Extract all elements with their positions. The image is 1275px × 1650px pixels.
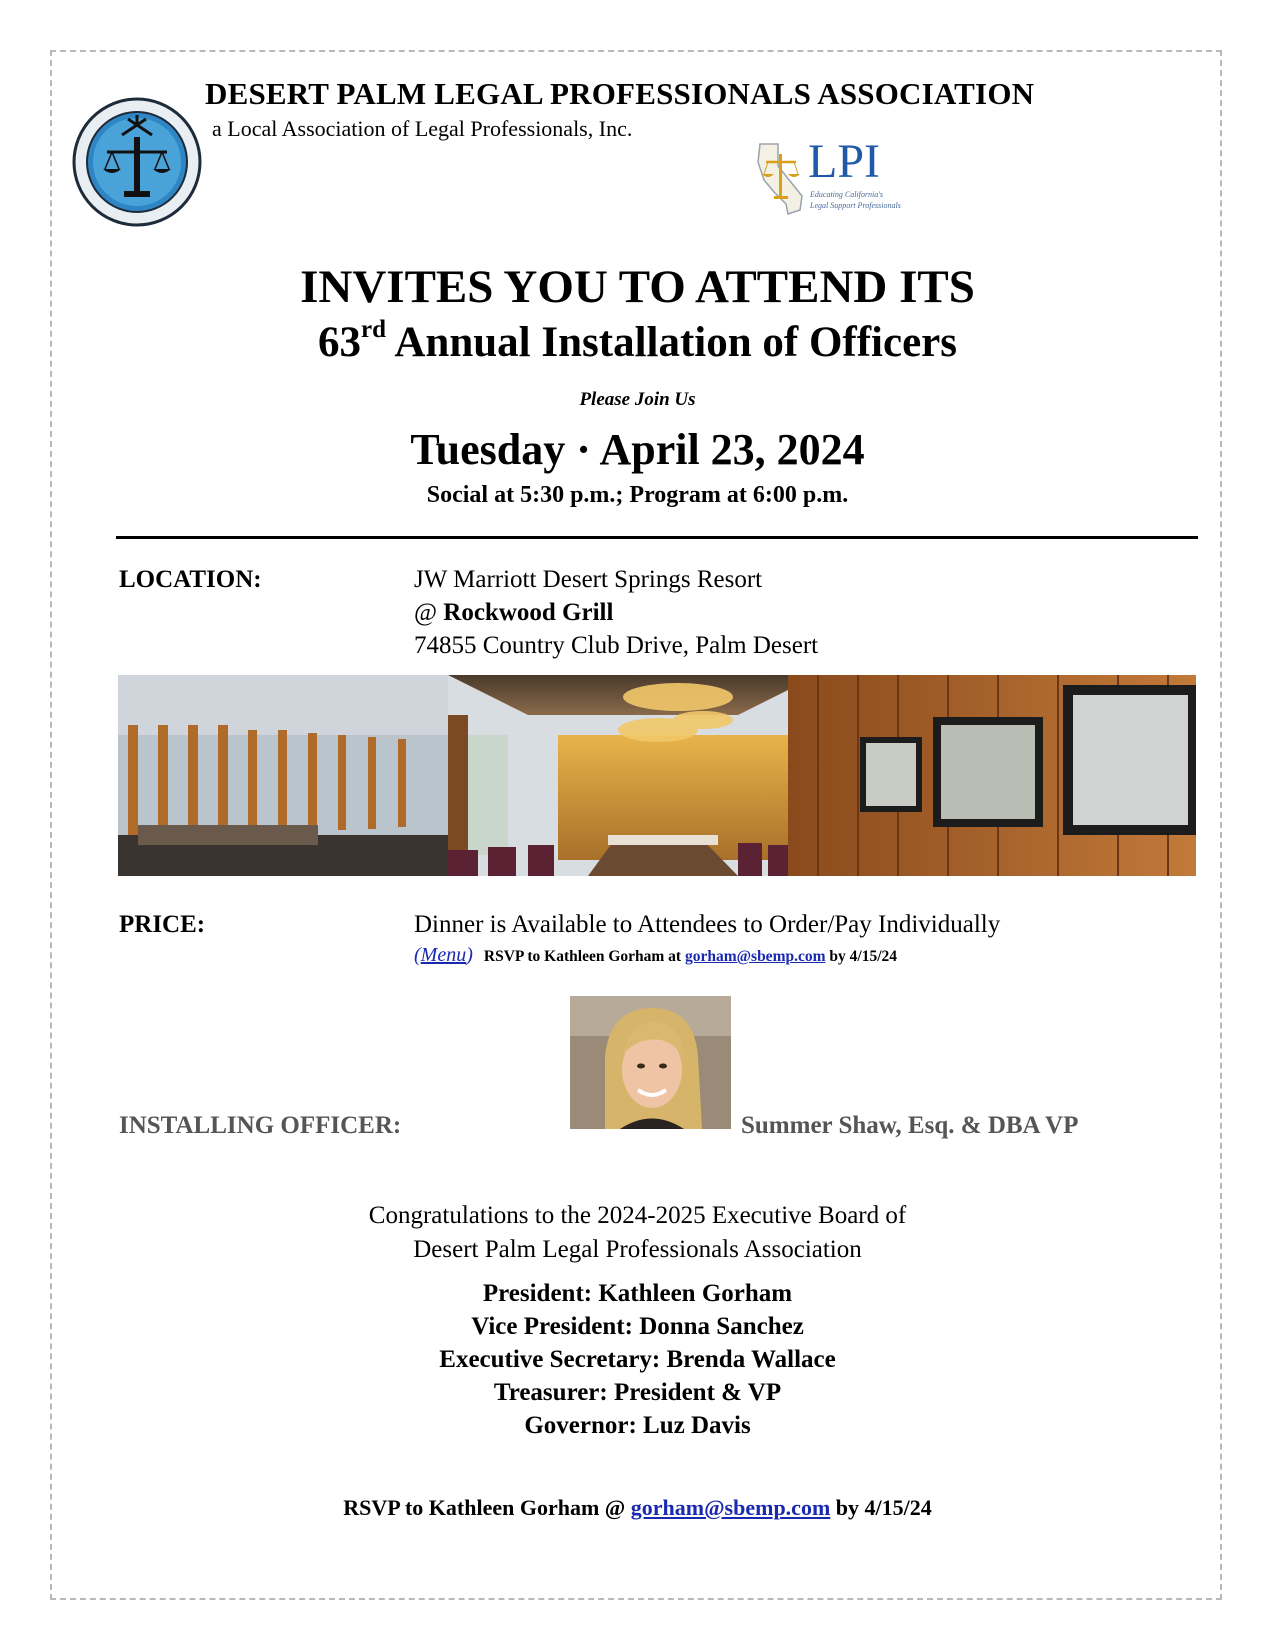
price-label: PRICE: (119, 911, 206, 938)
price-rsvp-line (414, 944, 897, 967)
location-room-name: Rockwood Grill (443, 599, 614, 626)
footer-rsvp-prefix: RSVP to Kathleen Gorham @ (343, 1495, 631, 1520)
price-text: Dinner is Available to Attendees to Order/Pay Individually (414, 911, 1001, 938)
lpi-logo (752, 135, 912, 220)
lpi-tagline-1: Educating California's (810, 190, 884, 199)
installing-officer-label: INSTALLING OFFICER: (119, 1112, 402, 1139)
board-officer: Governor: Luz Davis (524, 1412, 751, 1439)
event-date: Tuesday · April 23, 2024 (410, 425, 865, 474)
installation-ordinal: rd (361, 316, 386, 343)
installation-title: Annual Installation of Officers (386, 319, 957, 366)
board-officer: Treasurer: President & VP (493, 1379, 782, 1406)
menu-paren-open: ( (414, 944, 421, 966)
location-at: @ (414, 599, 444, 626)
association-seal-icon (72, 97, 202, 227)
california-scales-icon (752, 140, 812, 220)
congrats-line-1: Congratulations to the 2024-2025 Executive Board of (368, 1202, 907, 1229)
price-rsvp-email-link[interactable]: gorham@sbemp.com (684, 948, 826, 965)
lpi-wordmark: LPI (808, 135, 880, 188)
organization-name: DESERT PALM LEGAL PROFESSIONALS ASSOCIATION (205, 76, 1035, 111)
board-officer: President: Kathleen Gorham (482, 1280, 793, 1307)
installing-officer-name: Summer Shaw, Esq. & DBA VP (741, 1112, 1079, 1139)
price-rsvp-prefix: RSVP to Kathleen Gorham at (483, 948, 685, 965)
location-room (414, 599, 613, 627)
footer-rsvp (0, 1495, 1275, 1521)
menu-paren-close: ) (466, 944, 473, 966)
board-officer: Vice President: Donna Sanchez (471, 1313, 804, 1340)
congrats-line-2: Desert Palm Legal Professionals Association (413, 1236, 862, 1263)
location-address: 74855 Country Club Drive, Palm Desert (414, 632, 819, 659)
lpi-tagline-2: Legal Support Professionals (810, 201, 901, 210)
location-venue: JW Marriott Desert Springs Resort (414, 566, 763, 593)
board-officer: Executive Secretary: Brenda Wallace (439, 1346, 836, 1373)
divider (116, 536, 1198, 539)
footer-rsvp-email-link[interactable]: gorham@sbemp.com (630, 1495, 831, 1520)
installing-officer-photo (570, 996, 731, 1129)
location-label: LOCATION: (119, 566, 262, 593)
organization-subtitle: a Local Association of Legal Professionals, Inc. (212, 116, 633, 141)
installation-number: 63 (318, 319, 361, 366)
footer-rsvp-suffix: by 4/15/24 (830, 1495, 932, 1520)
menu-link[interactable]: Menu (420, 944, 467, 966)
installation-heading (0, 318, 1275, 367)
invitation-heading: INVITES YOU TO ATTEND ITS (300, 261, 975, 313)
venue-photo (118, 675, 1196, 876)
price-rsvp-suffix: by 4/15/24 (825, 948, 897, 965)
event-time: Social at 5:30 p.m.; Program at 6:00 p.m. (426, 482, 849, 508)
please-join-text: Please Join Us (579, 389, 696, 410)
